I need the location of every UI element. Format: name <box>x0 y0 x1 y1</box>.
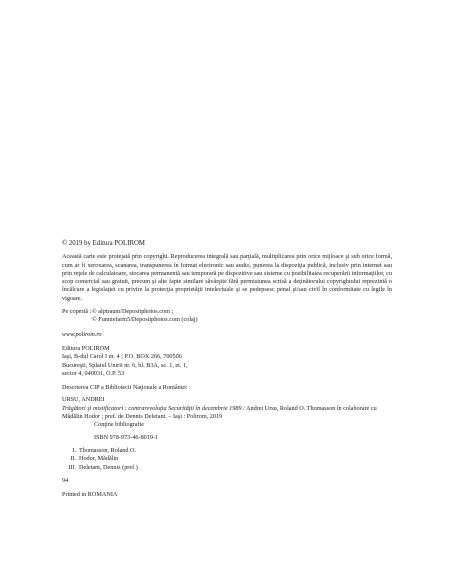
cip-heading: Descrierea CIP a Bibliotecii Naţionale a României : <box>62 384 191 392</box>
cip-index-entry <box>62 455 392 463</box>
cip-index-num: I. <box>72 446 76 454</box>
printed-in: Printed in ROMANIA <box>62 491 118 499</box>
cip-index-num: II. <box>70 455 76 463</box>
cover-credits <box>62 308 392 325</box>
publisher-block <box>62 345 392 378</box>
cip-index-text: Deletant, Dennis (pref.) <box>79 463 138 471</box>
cip-index-entry <box>62 447 392 455</box>
publisher-address: Bucureşti, Splaiul Unirii nr. 6, bl. B3A, sc. 1, et. 1, <box>62 361 188 369</box>
publisher-address: Iaşi, B-dul Carol I nr. 4 ; P.O. BOX 266, 700506 <box>62 353 182 361</box>
cover-credit: © Funniefarm5/Depositphotos.com (colaj) <box>92 316 198 324</box>
cip-classification: 94 <box>62 476 69 484</box>
cip-bibliography: Conţine bibliografie <box>94 421 145 429</box>
cip-statement: / Andrei Ursu, Roland O. Thomasson în colaborare cu Mădălin Hodor ; pref. de Dennis Deletant. – Iaşi : Polirom, 2019 <box>62 404 377 421</box>
cip-index-text: Thomasson, Roland O. <box>79 446 137 454</box>
publisher-name: Editura POLIROM <box>62 344 110 352</box>
cover-credit-list <box>92 308 392 325</box>
cover-label: Pe copertă : <box>62 308 92 316</box>
cip-index-num: III. <box>68 463 76 471</box>
copyright-page <box>62 240 392 499</box>
website: www.polirom.ro <box>62 330 102 338</box>
cip-author: URSU, ANDREI <box>62 396 105 404</box>
cip-title: Trăgători şi mistificatori : contrarevoluţia Securităţii în decembrie 1989 <box>62 404 242 412</box>
publisher-address: sector 4, 040031, O.P. 53 <box>62 369 125 377</box>
cip-isbn: ISBN 978-973-46-8019-1 <box>94 433 159 441</box>
cip-index-text: Hodor, Mădălin <box>79 455 119 463</box>
cip-title-statement <box>62 405 392 422</box>
cip-index <box>62 447 392 472</box>
cip-index-entry <box>62 464 392 472</box>
copyright-line: © 2019 by Editura POLIROM <box>62 240 145 247</box>
cover-credit: © alptraum/Depositphotos.com ; <box>92 308 174 316</box>
copyright-notice: Această carte este protejată prin copyright. Reproducerea integrală sau parţială, multiplicarea prin orice mijloace şi sub orice formă, cum ar fi xeroxarea, scanarea, transpunerea în format electronic sau audio, punerea la dispoziţia publică, inclusiv prin internet sau prin reţele de calculatoare, stocarea permanentă sau temporară pe dispozitive sau sisteme cu posibilitatea recuperării informaţiilor, cu scop comercial sau gratuit, precum şi alte fapte similare săvârşite fără permisiunea scrisă a deţinătorului copyrightului reprezintă o încălcare a legislaţiei cu privire la protecţia proprietăţii intelectuale şi se pedepsesc penal şi/sau civil în conformitate cu legile în vigoare. <box>62 253 392 302</box>
